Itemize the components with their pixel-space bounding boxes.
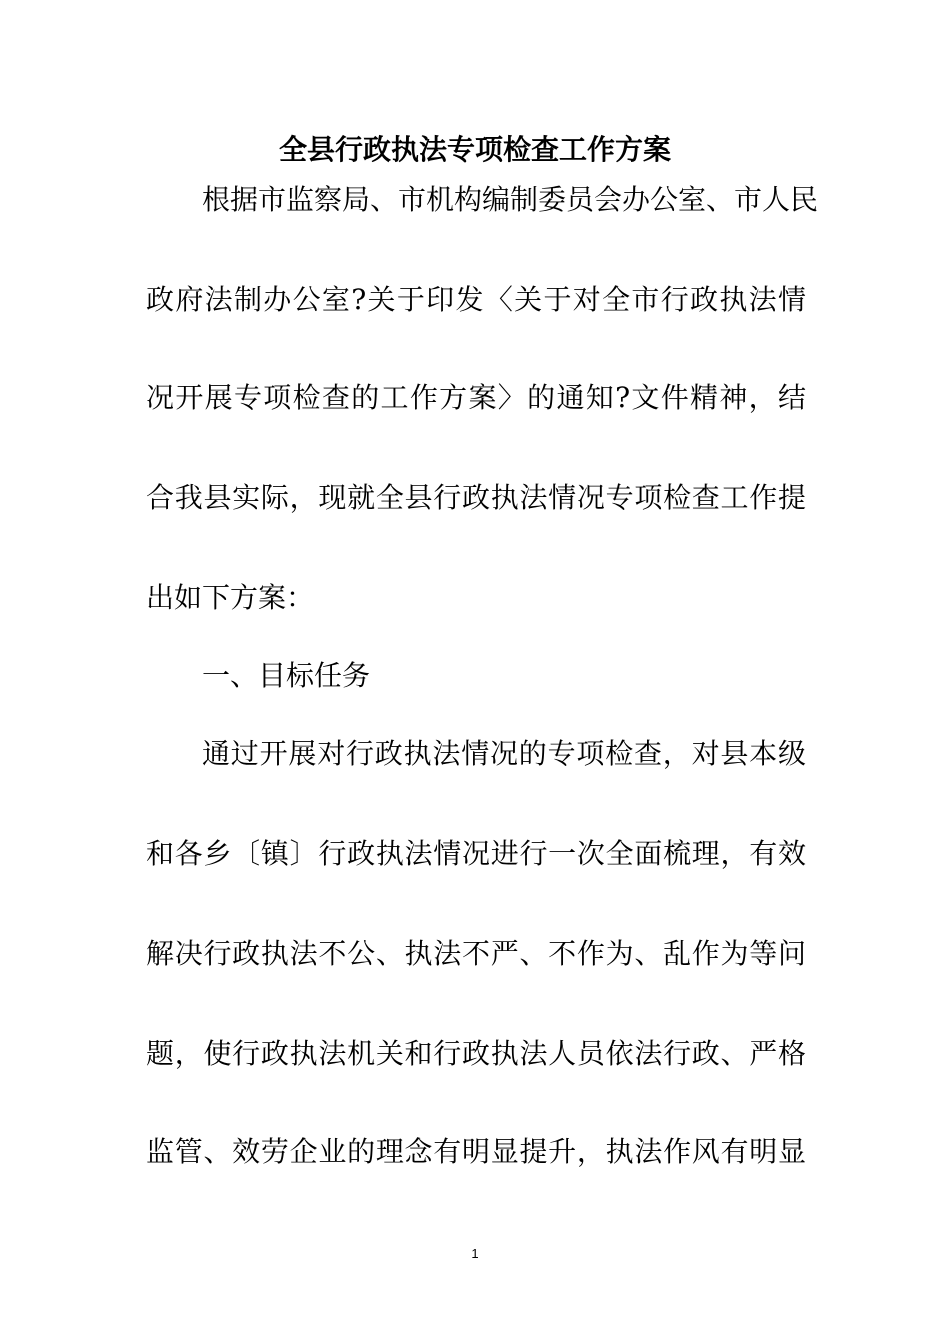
paragraph-line: 题，使行政执法机关和行政执法人员依法行政、严格 [146, 1037, 806, 1070]
section-heading: 一、目标任务 [202, 659, 371, 692]
document-title: 全县行政执法专项检查工作方案 [278, 133, 671, 166]
paragraph-line: 况开展专项检查的工作方案〉的通知?文件精神，结 [146, 381, 806, 414]
paragraph-line: 解决行政执法不公、执法不严、不作为、乱作为等问 [146, 937, 806, 970]
paragraph-line: 出如下方案： [146, 581, 315, 614]
paragraph-line: 合我县实际，现就全县行政执法情况专项检查工作提 [146, 481, 806, 514]
paragraph-line: 和各乡〔镇〕行政执法情况进行一次全面梳理，有效 [146, 837, 806, 870]
paragraph-line: 通过开展对行政执法情况的专项检查，对县本级 [202, 737, 806, 770]
paragraph-line: 监管、效劳企业的理念有明显提升，执法作风有明显 [146, 1135, 806, 1168]
paragraph-line: 根据市监察局、市机构编制委员会办公室、市人民 [202, 183, 819, 216]
paragraph-line: 政府法制办公室?关于印发〈关于对全市行政执法情 [146, 283, 806, 316]
page-number: 1 [471, 1246, 479, 1261]
